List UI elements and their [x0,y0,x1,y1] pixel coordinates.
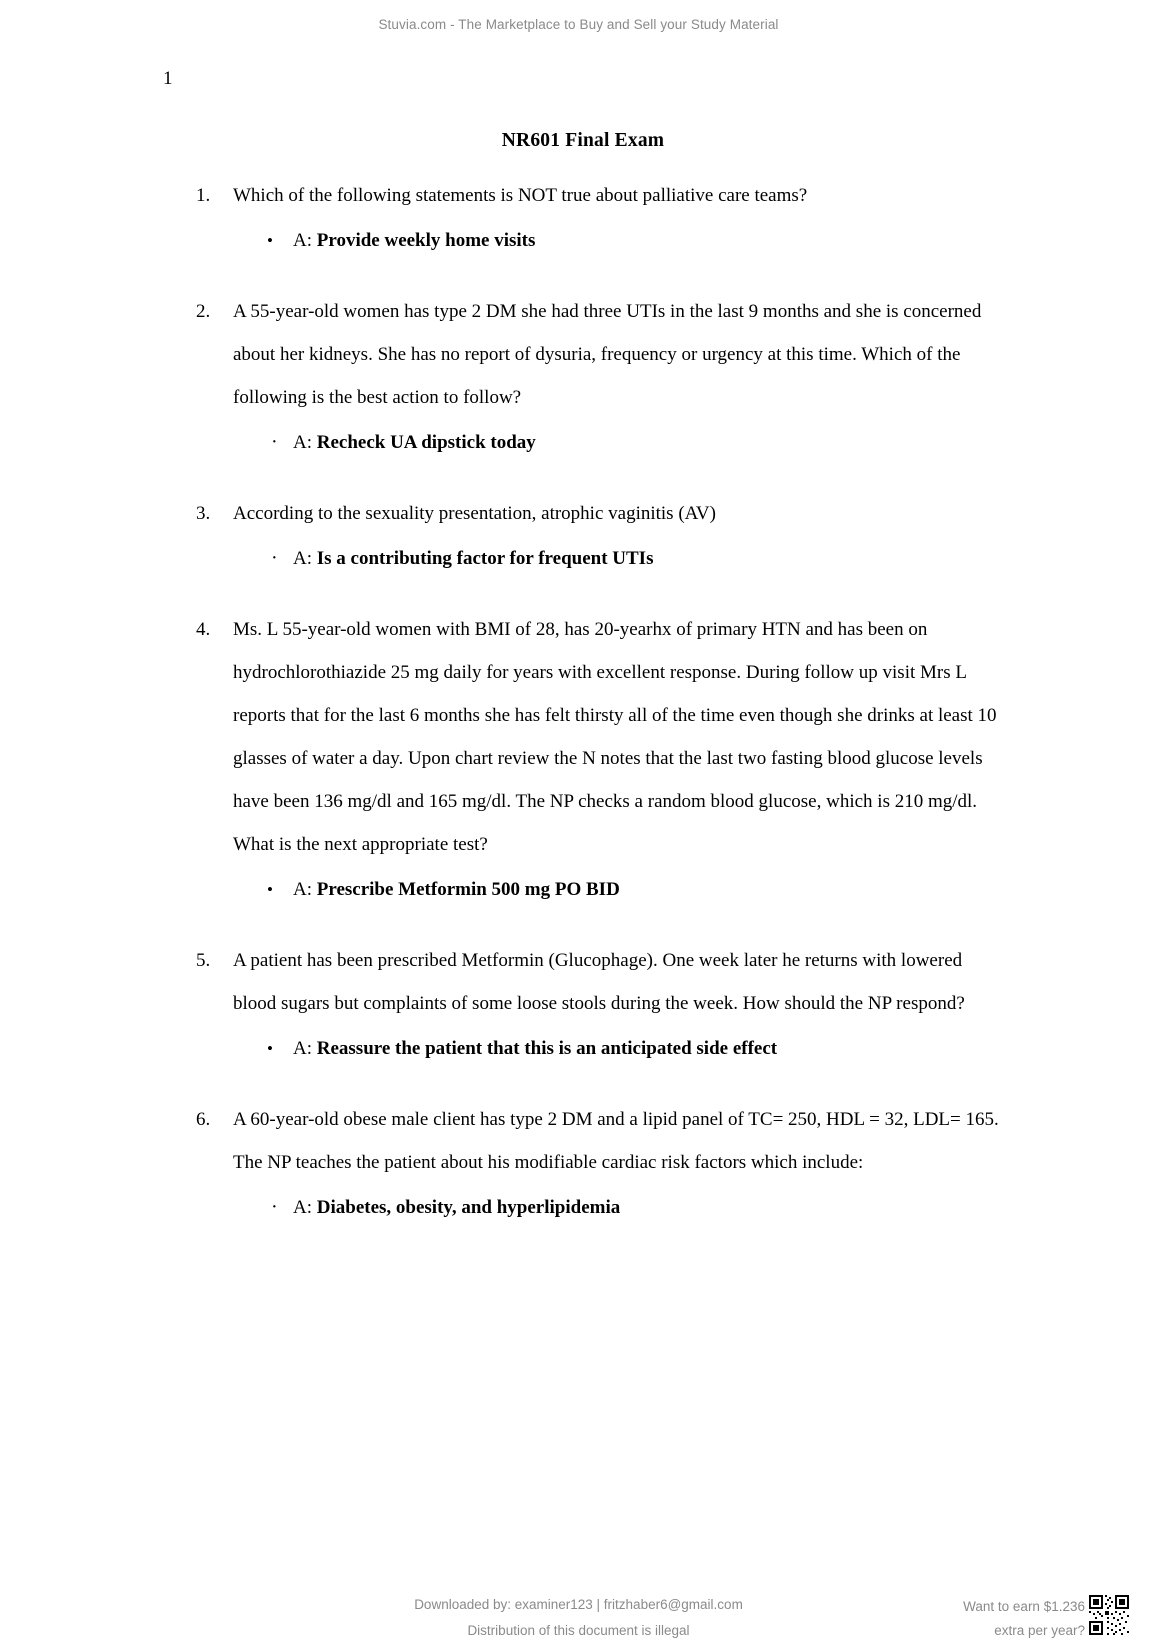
question-number: 1. [196,185,211,206]
answer-row [267,868,1003,911]
question-number: 2. [196,301,211,322]
question-item [163,939,1003,1070]
bullet-icon [267,537,293,580]
document-body [163,130,1003,1257]
answer-label: A: [293,879,312,900]
bullet-icon [267,868,293,911]
question-number: 4. [196,619,211,640]
answer-row [267,421,1003,464]
question-text: According to the sexuality presentation, atrophic vaginitis (AV) [233,503,716,524]
bullet-icon [267,421,293,464]
earn-promo [963,1595,1085,1643]
answer-label: A: [293,1038,312,1059]
bullet-icon [267,219,293,262]
answer-text [293,1186,620,1229]
bullet-icon [267,1027,293,1070]
question-item [163,608,1003,911]
answer-label: A: [293,548,312,569]
answer-label: A: [293,230,312,251]
question-number: 3. [196,503,211,524]
answer-text [293,1027,777,1070]
page-number: 1 [163,68,173,89]
earn-promo-line1: Want to earn $1.236 [963,1599,1085,1614]
answer-label: A: [293,432,312,453]
question-item [163,492,1003,580]
question-text: Ms. L 55-year-old women with BMI of 28, has 20-yearhx of primary HTN and has been on hydrochlorothiazide 25 mg daily for years with excellent response. During follow up visit Mrs L reports that for the last 6 months she has felt thirsty all of the time even though she drinks at least 10 glasses of water a day. Upon chart review the N notes that the last two fasting blood glucose levels have been 136 mg/dl and 165 mg/dl. The NP checks a random blood glucose, which is 210 mg/dl. What is the next appropriate test? [233,619,997,855]
answer-row [267,219,1003,262]
question-number: 6. [196,1109,211,1130]
earn-promo-line2: extra per year? [994,1623,1085,1638]
document-title: NR601 Final Exam [501,130,665,151]
answer-value: Recheck UA dipstick today [316,432,536,453]
site-header: Stuvia.com - The Marketplace to Buy and Sell your Study Material [378,17,779,32]
question-text: A 60-year-old obese male client has type 2 DM and a lipid panel of TC= 250, HDL = 32, LDL= 165. The NP teaches the patient about his modifiable cardiac risk factors which include: [233,1109,999,1173]
answer-label: A: [293,1197,312,1218]
answer-text [293,868,620,911]
answer-row [267,537,1003,580]
question-item [163,174,1003,262]
question-text: A 55-year-old women has type 2 DM she had three UTIs in the last 9 months and she is concerned about her kidneys. She has no report of dysuria, frequency or urgency at this time. Which of the following is the best action to follow? [233,301,982,408]
bullet-icon [267,1186,293,1229]
answer-row [267,1186,1003,1229]
answer-row [267,1027,1003,1070]
answer-text [293,219,535,262]
answer-value: Reassure the patient that this is an anticipated side effect [316,1038,778,1059]
question-item [163,290,1003,464]
answer-text [293,537,653,580]
question-text: A patient has been prescribed Metformin (Glucophage). One week later he returns with lowered blood sugars but complaints of some loose stools during the week. How should the NP respond? [233,950,965,1014]
qr-code-icon[interactable] [1089,1595,1129,1635]
answer-value: Prescribe Metformin 500 mg PO BID [316,879,620,900]
answer-value: Is a contributing factor for frequent UTIs [316,548,654,569]
answer-text [293,421,536,464]
distribution-notice: Distribution of this document is illegal [467,1623,690,1638]
downloaded-by-text: Downloaded by: examiner123 | fritzhaber6@gmail.com [414,1597,743,1612]
answer-value: Provide weekly home visits [316,230,536,251]
question-item [163,1098,1003,1229]
question-text: Which of the following statements is NOT true about palliative care teams? [233,185,808,206]
answer-value: Diabetes, obesity, and hyperlipidemia [316,1197,621,1218]
question-number: 5. [196,950,211,971]
